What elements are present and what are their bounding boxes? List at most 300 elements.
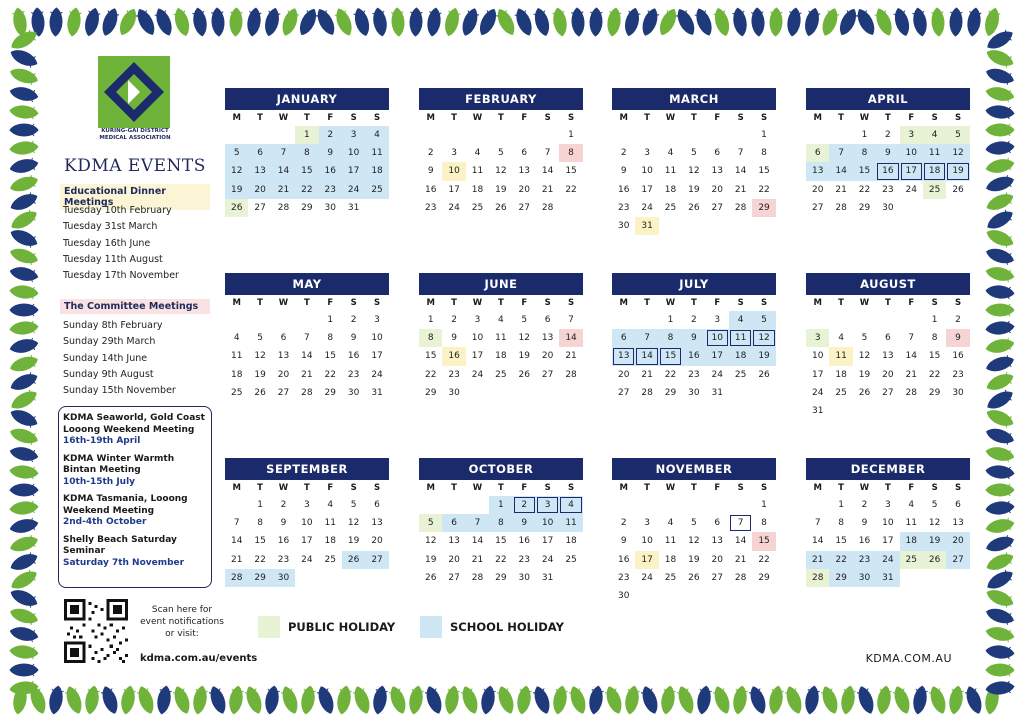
leaf-icon bbox=[928, 685, 949, 715]
educational-list bbox=[63, 203, 179, 284]
empty-cell bbox=[612, 311, 635, 329]
leaf-icon bbox=[9, 285, 38, 300]
day-cell: 13 bbox=[612, 347, 635, 365]
day-cell: 21 bbox=[734, 184, 747, 195]
day-cell: 28 bbox=[734, 572, 747, 583]
weekday-label: F bbox=[521, 298, 528, 308]
leaf-icon bbox=[9, 337, 39, 355]
day-cell: 13 bbox=[711, 166, 723, 177]
empty-cell bbox=[876, 311, 899, 329]
leaf-icon bbox=[9, 606, 39, 626]
day-cell: 6 bbox=[714, 518, 721, 529]
day-cell: 13 bbox=[448, 536, 460, 547]
day-cell: 1 bbox=[327, 315, 334, 325]
day-cell: 10 bbox=[641, 536, 653, 547]
day-cell: 13 bbox=[248, 162, 271, 180]
day-cell: 20 bbox=[541, 351, 554, 362]
day-grid bbox=[806, 311, 970, 420]
weekday-label: F bbox=[327, 483, 334, 493]
day-cell: 23 bbox=[952, 369, 964, 380]
day-cell: 3 bbox=[644, 518, 650, 529]
day-cell: 6 bbox=[374, 500, 380, 510]
empty-cell bbox=[612, 496, 635, 514]
weekday-label: S bbox=[760, 483, 768, 493]
month-title: SEPTEMBER bbox=[225, 458, 389, 480]
leaf-icon bbox=[9, 191, 39, 213]
day-cell: 3 bbox=[714, 315, 721, 325]
day-cell: 26 bbox=[688, 202, 700, 213]
month-title: NOVEMBER bbox=[612, 458, 776, 480]
weekday-label: T bbox=[497, 298, 504, 308]
leaf-icon bbox=[84, 685, 101, 715]
day-cell: 12 bbox=[225, 162, 248, 180]
empty-cell bbox=[659, 496, 682, 514]
weekday-label: W bbox=[278, 483, 289, 493]
empty-cell bbox=[419, 496, 442, 514]
day-cell: 4 bbox=[838, 333, 844, 344]
day-grid bbox=[612, 496, 776, 605]
leaf-icon bbox=[985, 501, 1014, 516]
day-cell: 21 bbox=[272, 181, 295, 199]
leaf-icon bbox=[9, 174, 39, 194]
day-cell: 12 bbox=[752, 329, 775, 347]
leaf-icon bbox=[985, 141, 1014, 156]
day-cell: 6 bbox=[280, 333, 287, 344]
day-cell: 18 bbox=[365, 162, 388, 180]
day-cell: 24 bbox=[371, 369, 383, 380]
leaf-icon bbox=[494, 7, 518, 37]
month-title: MARCH bbox=[612, 88, 776, 110]
leaf-icon bbox=[660, 685, 677, 715]
day-cell: 4 bbox=[667, 148, 674, 159]
day-cell: 18 bbox=[495, 351, 507, 362]
day-cell: 13 bbox=[882, 351, 894, 362]
day-cell: 21 bbox=[541, 184, 554, 195]
leaf-icon bbox=[153, 7, 175, 37]
day-cell: 26 bbox=[254, 387, 266, 398]
day-cell: 13 bbox=[952, 518, 964, 529]
empty-cell bbox=[612, 126, 635, 144]
day-cell: 31 bbox=[635, 217, 658, 235]
day-cell: 7 bbox=[814, 518, 821, 529]
leaf-icon bbox=[571, 8, 585, 37]
leaf-icon bbox=[172, 685, 193, 715]
leaf-icon bbox=[985, 407, 1015, 429]
day-cell: 17 bbox=[882, 536, 894, 547]
day-cell: 16 bbox=[617, 554, 630, 565]
leaf-icon bbox=[985, 371, 1015, 393]
leaf-icon bbox=[876, 685, 893, 715]
day-cell: 27 bbox=[617, 387, 630, 398]
day-cell: 11 bbox=[923, 144, 946, 162]
month-title: JANUARY bbox=[225, 88, 389, 110]
weekday-label: W bbox=[665, 113, 676, 123]
leaf-icon bbox=[912, 685, 929, 715]
day-cell: 1 bbox=[861, 130, 868, 140]
weekday-label: T bbox=[451, 298, 457, 308]
leaf-icon bbox=[985, 191, 1015, 213]
leaf-icon bbox=[372, 685, 389, 715]
weekday-label: S bbox=[567, 298, 575, 308]
leaf-icon bbox=[674, 7, 698, 37]
weekday-label: F bbox=[908, 298, 915, 308]
leaf-icon bbox=[408, 685, 425, 715]
list-item: Tuesday 11th August bbox=[63, 253, 163, 265]
empty-cell bbox=[706, 126, 729, 144]
leaf-icon bbox=[950, 8, 963, 36]
day-cell: 16 bbox=[277, 536, 290, 547]
day-cell: 14 bbox=[734, 536, 747, 547]
qr-code[interactable] bbox=[64, 599, 128, 663]
day-cell: 11 bbox=[230, 351, 243, 362]
empty-cell bbox=[659, 126, 682, 144]
day-cell: 8 bbox=[761, 518, 767, 529]
weekday-label: M bbox=[813, 298, 822, 308]
day-cell: 18 bbox=[565, 536, 577, 547]
weekday-label: F bbox=[327, 298, 334, 308]
day-cell: 12 bbox=[688, 166, 700, 177]
leaf-icon bbox=[693, 7, 715, 37]
logo-caption: KURING-GAI DISTRICT MEDICAL ASSOCIATION bbox=[99, 128, 171, 141]
day-cell: 27 bbox=[541, 369, 554, 380]
day-cell: 16 bbox=[518, 536, 530, 547]
weekday-label: S bbox=[350, 298, 357, 308]
day-cell: 28 bbox=[541, 202, 554, 213]
day-cell: 18 bbox=[835, 369, 847, 380]
day-cell: 8 bbox=[295, 144, 318, 162]
day-cell: 10 bbox=[342, 144, 365, 162]
day-cell: 16 bbox=[347, 351, 360, 362]
day-cell: 17 bbox=[471, 351, 484, 362]
day-cell: 15 bbox=[295, 162, 318, 180]
day-cell: 3 bbox=[374, 315, 380, 325]
day-cell: 30 bbox=[518, 572, 530, 583]
day-cell: 27 bbox=[365, 551, 388, 569]
day-cell: 27 bbox=[946, 551, 969, 569]
day-cell: 21 bbox=[835, 184, 847, 195]
day-cell: 26 bbox=[952, 184, 964, 195]
day-cell: 30 bbox=[324, 202, 336, 213]
weekday-label: T bbox=[303, 483, 310, 493]
empty-cell bbox=[806, 496, 829, 514]
day-cell: 18 bbox=[729, 347, 752, 365]
day-cell: 29 bbox=[324, 387, 336, 398]
leaf-icon bbox=[172, 7, 191, 37]
leaf-icon bbox=[230, 8, 243, 36]
leaf-icon bbox=[568, 685, 589, 715]
day-cell: 19 bbox=[858, 369, 871, 380]
legend-school bbox=[420, 616, 564, 638]
day-cell: 25 bbox=[734, 369, 747, 380]
empty-cell bbox=[729, 496, 752, 514]
leaf-icon bbox=[985, 606, 1015, 626]
weekday-label: W bbox=[665, 298, 676, 308]
leaf-icon bbox=[985, 534, 1015, 554]
day-cell: 9 bbox=[319, 144, 342, 162]
day-cell: 24 bbox=[811, 387, 824, 398]
leaf-icon bbox=[64, 685, 85, 715]
committee-heading: The Committee Meetings bbox=[60, 299, 210, 314]
day-cell: 25 bbox=[664, 572, 677, 583]
empty-cell bbox=[272, 126, 295, 144]
leaf-icon bbox=[696, 685, 713, 715]
day-cell: 25 bbox=[900, 551, 923, 569]
month-title: JULY bbox=[612, 273, 776, 295]
day-cell: 20 bbox=[617, 369, 630, 380]
leaf-icon bbox=[444, 685, 461, 715]
day-cell: 21 bbox=[905, 369, 917, 380]
day-cell: 15 bbox=[254, 536, 266, 547]
leaf-icon bbox=[873, 7, 895, 37]
day-cell: 29 bbox=[858, 202, 871, 213]
day-cell: 18 bbox=[664, 554, 677, 565]
leaf-icon bbox=[532, 685, 553, 715]
empty-cell bbox=[442, 496, 465, 514]
weekday-label: S bbox=[544, 298, 551, 308]
weekend-item: KDMA Tasmania, Looong Weekend Meeting 2nd-4th October bbox=[63, 494, 188, 527]
empty-cell bbox=[706, 496, 729, 514]
leaf-icon bbox=[280, 7, 301, 37]
day-cell: 31 bbox=[711, 387, 723, 398]
weekday-label: W bbox=[859, 298, 870, 308]
day-cell: 25 bbox=[230, 387, 243, 398]
weekend-item: KDMA Winter Warmth Bintan Meeting 10th-15th July bbox=[63, 453, 175, 487]
day-cell: 28 bbox=[835, 202, 847, 213]
leaf-icon bbox=[333, 7, 355, 37]
leaf-icon bbox=[208, 685, 229, 715]
day-cell: 7 bbox=[272, 144, 295, 162]
day-cell: 22 bbox=[424, 369, 437, 380]
empty-cell bbox=[635, 311, 658, 329]
weekday-label: F bbox=[908, 113, 915, 123]
day-cell: 1 bbox=[667, 315, 674, 325]
day-cell: 7 bbox=[568, 315, 574, 325]
day-cell: 29 bbox=[248, 569, 271, 587]
day-cell: 9 bbox=[620, 536, 627, 547]
day-cell: 23 bbox=[853, 551, 876, 569]
legend-public bbox=[258, 616, 395, 638]
day-cell: 11 bbox=[324, 518, 336, 529]
month-march bbox=[612, 88, 776, 235]
day-cell: 27 bbox=[711, 202, 723, 213]
weekday-label: S bbox=[737, 483, 744, 493]
events-link[interactable]: kdma.com.au/events bbox=[140, 653, 258, 664]
day-cell: 15 bbox=[752, 532, 775, 550]
day-cell: 31 bbox=[876, 569, 899, 587]
weekday-label: W bbox=[665, 483, 676, 493]
leaf-icon bbox=[211, 8, 225, 37]
weekday-label: T bbox=[497, 113, 504, 123]
day-cell: 13 bbox=[541, 333, 554, 344]
day-grid bbox=[419, 126, 583, 217]
day-cell: 25 bbox=[471, 202, 484, 213]
day-cell: 6 bbox=[521, 148, 528, 159]
leaf-icon bbox=[10, 304, 38, 316]
empty-cell bbox=[635, 496, 658, 514]
day-cell: 7 bbox=[544, 148, 551, 159]
day-cell: 10 bbox=[536, 514, 559, 532]
day-grid bbox=[806, 496, 970, 587]
weekday-label: S bbox=[373, 483, 381, 493]
leaf-icon bbox=[9, 47, 39, 69]
day-cell: 17 bbox=[371, 351, 383, 362]
leaf-icon bbox=[9, 407, 39, 429]
weekday-label: F bbox=[521, 483, 528, 493]
leaf-icon bbox=[352, 685, 373, 715]
leaf-icon bbox=[985, 445, 1015, 463]
day-cell: 17 bbox=[706, 347, 729, 365]
leaf-icon bbox=[460, 7, 481, 37]
day-cell: 8 bbox=[659, 329, 682, 347]
day-cell: 13 bbox=[277, 351, 290, 362]
day-cell: 19 bbox=[424, 554, 437, 565]
day-cell: 10 bbox=[900, 144, 923, 162]
day-cell: 30 bbox=[853, 569, 876, 587]
leaf-icon bbox=[912, 7, 929, 37]
leaf-icon bbox=[156, 685, 173, 715]
day-cell: 14 bbox=[541, 166, 554, 177]
day-cell: 27 bbox=[711, 572, 723, 583]
day-cell: 21 bbox=[641, 369, 653, 380]
weekday-label: T bbox=[690, 113, 697, 123]
day-cell: 27 bbox=[811, 202, 824, 213]
day-cell: 28 bbox=[277, 202, 290, 213]
footer-site[interactable]: KDMA.COM.AU bbox=[865, 652, 952, 665]
leaf-icon bbox=[9, 321, 38, 336]
day-cell: 22 bbox=[928, 369, 941, 380]
leaf-icon bbox=[803, 7, 821, 37]
month-october bbox=[419, 458, 583, 587]
day-cell: 15 bbox=[835, 536, 847, 547]
leaf-icon bbox=[9, 157, 39, 175]
list-item: Sunday 14th June bbox=[63, 352, 148, 364]
day-cell: 4 bbox=[559, 496, 582, 514]
day-cell: 10 bbox=[706, 329, 729, 347]
day-cell: 21 bbox=[471, 554, 484, 565]
day-cell: 22 bbox=[254, 554, 266, 565]
day-cell: 2 bbox=[513, 496, 536, 514]
day-cell: 19 bbox=[752, 347, 775, 365]
leaf-icon bbox=[263, 7, 281, 37]
weekday-label: S bbox=[373, 113, 381, 123]
day-cell: 19 bbox=[946, 162, 969, 180]
day-cell: 11 bbox=[365, 144, 388, 162]
day-grid bbox=[225, 126, 389, 217]
day-cell: 11 bbox=[729, 329, 752, 347]
leaf-icon bbox=[712, 685, 733, 715]
list-item: Tuesday 17th November bbox=[63, 270, 179, 282]
day-cell: 16 bbox=[319, 162, 342, 180]
day-cell: 18 bbox=[923, 162, 946, 180]
leaf-icon bbox=[480, 685, 497, 715]
leaf-icon bbox=[985, 105, 1014, 120]
day-cell: 10 bbox=[301, 518, 313, 529]
day-cell: 10 bbox=[442, 162, 465, 180]
day-cell: 21 bbox=[734, 554, 747, 565]
day-cell: 24 bbox=[876, 551, 899, 569]
leaf-icon bbox=[10, 484, 38, 496]
leaf-icon bbox=[314, 7, 338, 37]
leaf-icon bbox=[856, 685, 877, 715]
leaf-icon bbox=[244, 685, 265, 715]
day-cell: 22 bbox=[295, 181, 318, 199]
weekday-header bbox=[225, 295, 389, 311]
month-title: MAY bbox=[225, 273, 389, 295]
list-item: Tuesday 31st March bbox=[63, 221, 158, 233]
day-cell: 9 bbox=[427, 166, 434, 177]
day-cell: 26 bbox=[758, 369, 770, 380]
day-cell: 11 bbox=[471, 166, 484, 177]
leaf-icon bbox=[9, 371, 39, 393]
leaf-icon bbox=[391, 8, 405, 37]
leaf-icon bbox=[590, 8, 603, 36]
leaf-icon bbox=[9, 227, 39, 249]
day-cell: 15 bbox=[758, 166, 770, 177]
day-cell: 11 bbox=[905, 518, 917, 529]
leaf-icon bbox=[985, 465, 1014, 480]
leaf-icon bbox=[316, 685, 337, 715]
leaf-icon bbox=[784, 685, 805, 715]
leaf-icon bbox=[786, 7, 802, 36]
leaf-icon bbox=[9, 208, 39, 232]
day-cell: 25 bbox=[495, 369, 507, 380]
day-cell: 30 bbox=[448, 387, 460, 398]
day-cell: 14 bbox=[734, 166, 747, 177]
day-cell: 14 bbox=[635, 347, 658, 365]
day-cell: 28 bbox=[565, 369, 577, 380]
leaf-icon bbox=[424, 685, 445, 715]
day-cell: 9 bbox=[280, 518, 287, 529]
day-cell: 1 bbox=[257, 500, 263, 510]
day-cell: 15 bbox=[495, 536, 507, 547]
day-cell: 20 bbox=[371, 536, 383, 547]
leaf-icon bbox=[732, 7, 749, 37]
list-item: Tuesday 16th June bbox=[63, 237, 151, 249]
weekday-header bbox=[612, 110, 776, 126]
leaf-icon bbox=[280, 685, 301, 715]
empty-cell bbox=[442, 126, 465, 144]
month-september bbox=[225, 458, 389, 587]
weekday-label: W bbox=[859, 113, 870, 123]
day-cell: 7 bbox=[737, 148, 744, 159]
leaf-icon bbox=[496, 685, 517, 715]
day-cell: 2 bbox=[620, 148, 627, 159]
empty-cell bbox=[635, 126, 658, 144]
leaf-icon bbox=[388, 685, 409, 715]
day-cell: 24 bbox=[641, 202, 653, 213]
day-cell: 1 bbox=[295, 126, 318, 144]
leaf-icon bbox=[9, 105, 38, 120]
weekday-label: T bbox=[257, 298, 263, 308]
weekday-label: M bbox=[232, 298, 241, 308]
day-cell: 9 bbox=[620, 166, 627, 177]
day-cell: 4 bbox=[474, 148, 481, 159]
day-cell: 2 bbox=[427, 148, 434, 159]
day-cell: 23 bbox=[319, 181, 342, 199]
day-cell: 7 bbox=[729, 514, 752, 532]
day-cell: 23 bbox=[424, 202, 437, 213]
day-cell: 12 bbox=[928, 518, 941, 529]
day-cell: 25 bbox=[664, 202, 677, 213]
leaf-icon bbox=[986, 304, 1014, 316]
day-cell: 5 bbox=[257, 333, 263, 344]
day-cell: 11 bbox=[664, 166, 677, 177]
leaf-icon bbox=[604, 685, 625, 715]
leaf-icon bbox=[300, 685, 317, 715]
day-cell: 2 bbox=[280, 500, 287, 510]
day-cell: 27 bbox=[254, 202, 266, 213]
month-january bbox=[225, 88, 389, 217]
